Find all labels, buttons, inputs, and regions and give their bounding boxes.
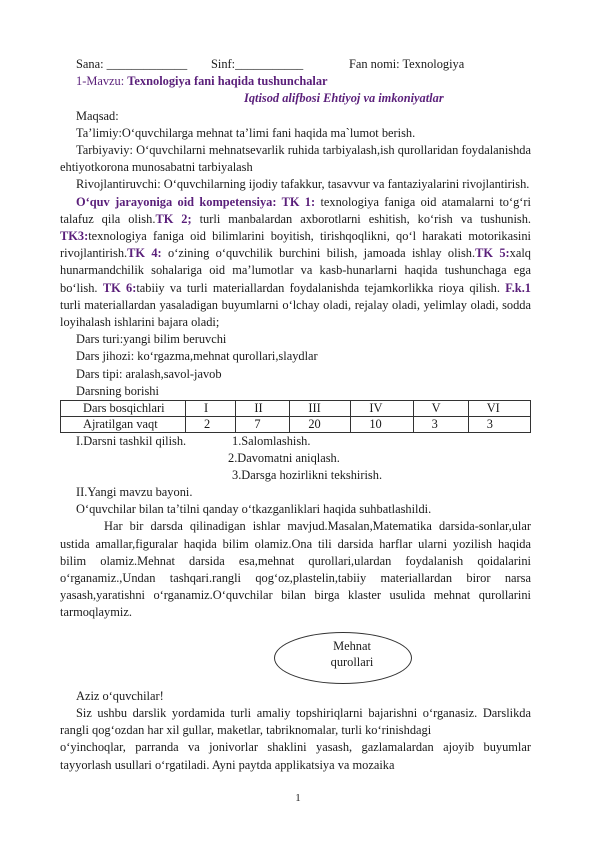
competence-text-7: turli materiallardan yasaladigan buyumlarni o‘lchay oladi, rejalay oladi, yelimlay oladi, sodda loyihalash ishlarini bajara oladi; [60,297,531,330]
competence-lead: O‘quv jarayoniga oid kompetensiya: TK 1: [76,194,316,209]
document-page [60,56,531,774]
greeting-step: 1.Salomlashish. [232,434,311,449]
goal-heading: Maqsad: [76,108,119,123]
competence-key-5: TK 5: [475,246,510,261]
table-cell: 20 [290,417,351,433]
competence-key-7: F.k.1 [505,280,531,295]
topic-prefix: 1-Mavzu: [76,74,128,89]
competence-key-4: TK 4: [127,246,162,261]
competence-text-6: tabiiy va turli materiallardan foydalanishda tejamkorlikka rioya qilish. [136,280,506,295]
table-cell: Ajratilgan vaqt [61,417,186,433]
lesson-stages-table [60,400,531,433]
address-line: Aziz o‘quvchilar! [76,688,164,703]
table-row [61,401,531,417]
topic-title: Texnologiya fani haqida tushunchalar [127,74,328,89]
subject-name: Fan nomi: Texnologiya [349,57,465,71]
class-field: Sinf:___________ [211,57,304,71]
competence-paragraph [60,194,531,332]
developmental-goal: Rivojlantiruvchi: O‘quvchilarning ijodiy tafakkur, tasavvur va fantaziyalarini rivojlantirish. [76,177,530,192]
competence-text-2: turli manbalardan axborotlarni eshitish, ko‘rish va tushunish. [191,211,531,226]
competence-text-4: o‘zining o‘quvchilik burchini bilish, jamoada ishlay olish. [161,246,476,261]
table-cell: 2 [186,417,236,433]
table-cell: 3 [468,417,530,433]
closing-paragraph: Siz ushbu darslik yordamida turli amaliy topshiriqlarni bajarishni o‘rganasiz. Darslikda rangli qog‘ozdan har xil gullar, maketlar, tabriknomalar, turli ko‘rinishdagi [60,705,531,738]
lesson-kind: Dars tipi: aralash,savol-javob [76,366,222,381]
cluster-label-line: qurollari [330,654,374,669]
upbringing-goal: Tarbiyaviy: O‘quvchilarni mehnatsevarlik ruhida tarbiyalash,ish qurollaridan foydalanishda ehtiyotkorona munosabatni tarbiyalash [60,143,531,175]
competence-text-1: texnologiya faniga oid atamalarni to‘g‘ri talafuz qila olish. [60,194,531,226]
table-cell: 10 [351,417,413,433]
new-topic-heading: II.Yangi mavzu bayoni. [76,485,193,500]
organization-plan [60,433,531,484]
table-cell: VI [468,401,530,417]
lesson-type: Dars turi:yangi bilim beruvchi [76,332,227,347]
lesson-flow-heading: Darsning borishi [76,383,159,398]
organization-step: I.Darsni tashkil qilish. [76,434,187,449]
cluster-diagram [60,622,531,684]
attendance-step: 2.Davomatni aniqlash. [228,451,340,466]
table-row [61,417,531,433]
date-field: Sana: _____________ [76,57,188,71]
topic-subtitle: Iqtisod alifbosi Ehtiyoj va imkoniyatlar [244,91,444,106]
competence-text-5: xalq hunarmandchilik sohalariga oid ma’lumotlar va kasb-hunarlarni haqida tushunchaga ega bo‘lish. [60,246,531,295]
lesson-equipment: Dars jihozi: ko‘rgazma,mehnat qurollari,slaydlar [76,349,318,364]
closing-paragraph-continued: o‘yinchoqlar, parranda va jonivorlar shaklini yasash, gazlamalardan ajoyib buyumlar tayyorlash usullari o‘rgatiladi. Ayni paytda applikatsiya va mozaika [60,740,531,772]
topic-line [60,73,531,90]
main-paragraph: Har bir darsda qilinadigan ishlar mavjud.Masalan,Matematika darsida-sonlar,ular ustida amallar,figuralar haqida bilim olamiz.Ona tili darsida harflar ularni yozilish haqida bilim olamiz.Mehnat darsida esa,mehnat qurollari,ulardan foydalanish qoidalarini o‘rganamiz.,Undan tashqari.rangli qog‘oz,plastelin,tabiiy materiallardan biror narsa yasash,yaratishni o‘rganamiz.O‘quvchilar bilan birga klaster usulida mehnat qurollarini tarmoqlaymiz. [60,519,531,620]
table-cell: I [186,401,236,417]
competence-text-3: texnologiya faniga oid bilimlarini boyitish, tirishqoqlikni, qo‘l harakati motorikasini rivojlantirish. [60,229,531,261]
competence-key-6: TK 6: [102,280,137,295]
competence-key-3: TK3: [60,229,89,244]
table-cell: II [236,401,290,417]
page-number: 1 [295,792,301,804]
cluster-label-line: Mehnat [333,638,371,653]
table-cell: Dars bosqichlari [61,401,186,417]
table-cell: V [413,401,468,417]
table-cell: III [290,401,351,417]
competence-key-2: TK 2; [155,211,192,226]
table-cell: 7 [236,417,290,433]
header-line [60,56,531,73]
conversation-line: O‘quvchilar bilan ta’tilni qanday o‘tkazganliklari haqida suhbatlashildi. [76,502,432,517]
cluster-label [274,638,410,670]
readiness-step: 3.Darsga hozirlikni tekshirish. [232,468,383,483]
table-cell: IV [351,401,413,417]
educational-goal: Ta’limiy:O‘quvchilarga mehnat ta’limi fani haqida ma`lumot berish. [76,125,416,140]
table-cell: 3 [413,417,468,433]
